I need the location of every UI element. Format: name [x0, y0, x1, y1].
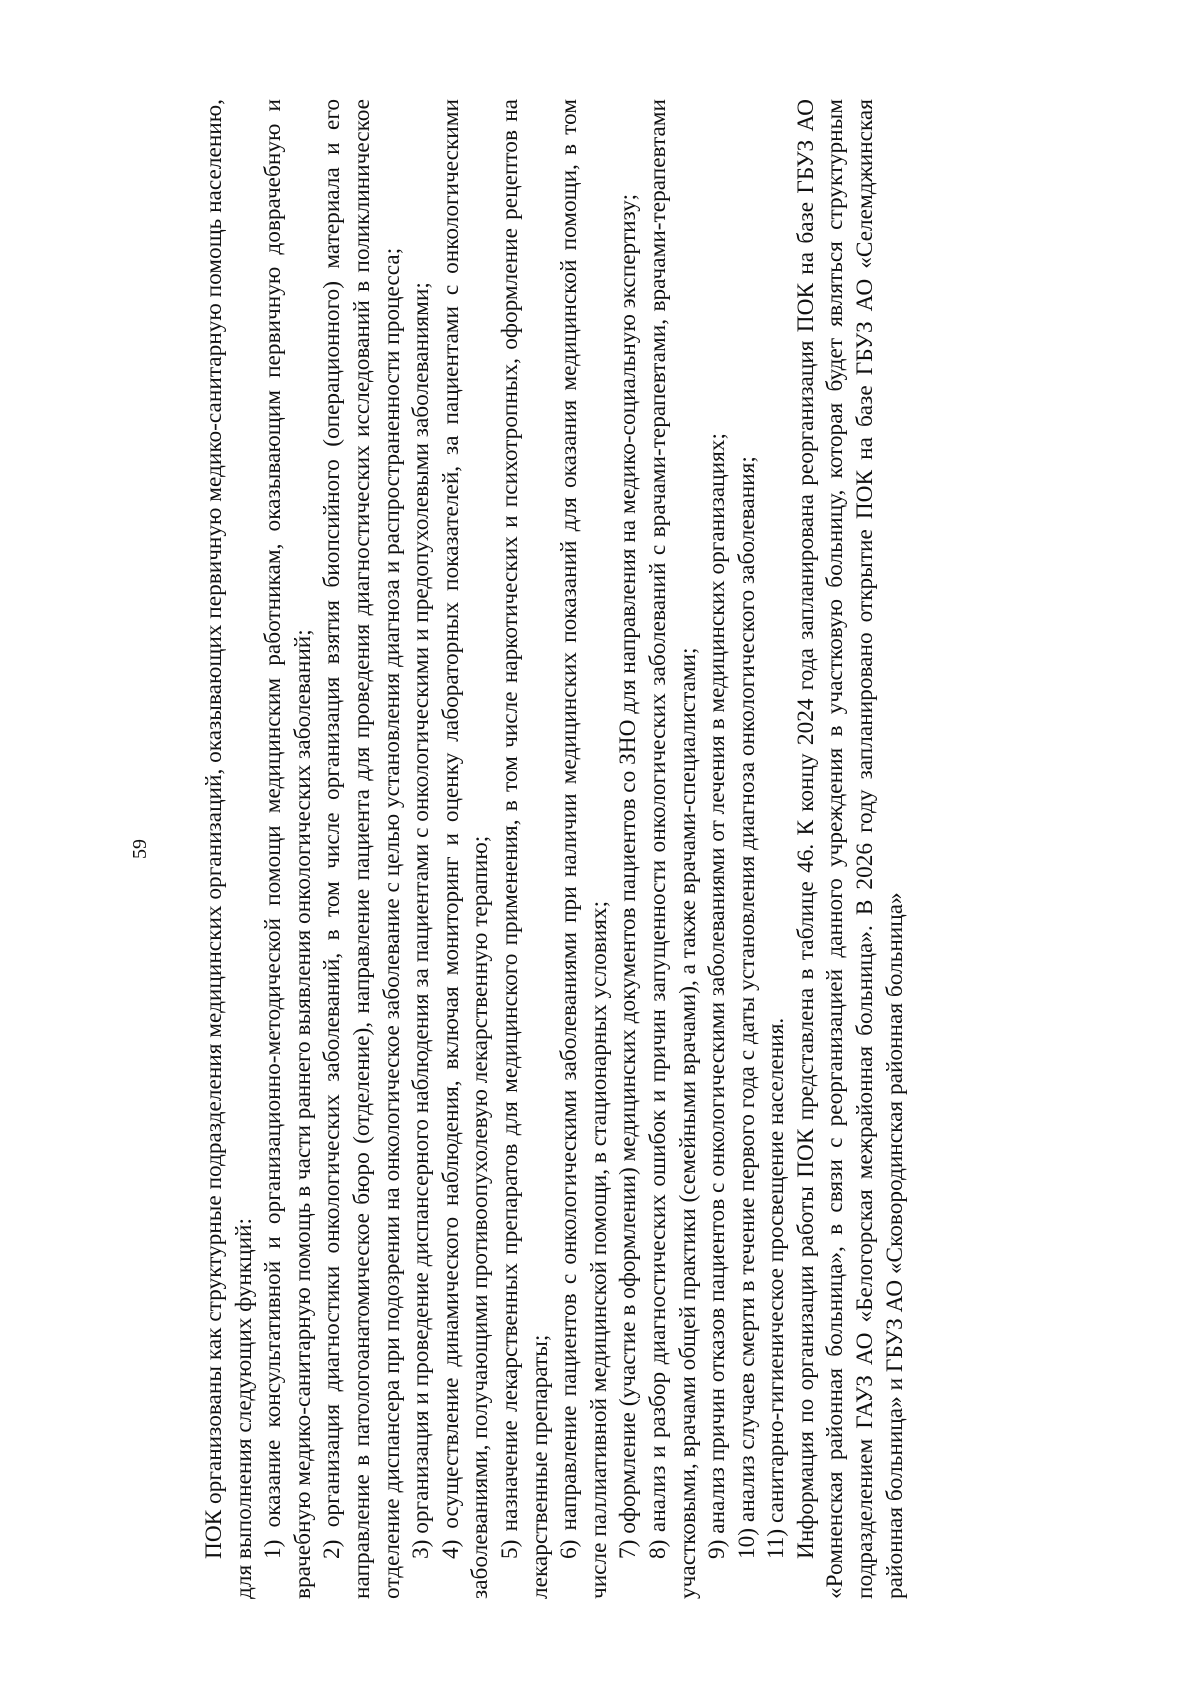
rotated-content [129, 99, 1000, 1599]
list-item-3: 3) организация и проведение диспансерного наблюдения за пациентами с онкологическими и предопухолевыми заболеваниями; [408, 282, 435, 1559]
list-item-7: 7) оформление (участие в оформлении) медицинских документов пациентов со ЗНО для направления на медико-социальную экспертизу; [615, 193, 642, 1559]
paragraph-intro: ПОК организованы как структурные подразделения медицинских организаций, оказывающих первичную медико-санитарную помощь населению, для выполнения следующих функций: [201, 99, 257, 1599]
list-item-10: 10) анализ случаев смерти в течение первого года с даты установления диагноза онкологического заболевания; [733, 456, 760, 1559]
list-item-4: 4) осуществление динамического наблюдения, включая мониторинг и оценку лабораторных показателей, за пациентами с онкологическими заболеваниями, получающими противоопухолевую лекарственную терапию; [437, 99, 494, 1599]
list-item-5: 5) назначение лекарственных препаратов для медицинского применения, в том числе наркотических и психотропных, оформление рецептов на лекарственные препараты; [496, 99, 553, 1599]
list-item-9: 9) анализ причин отказов пациентов с онкологическими заболеваниями от лечения в медицинских организациях; [704, 433, 731, 1559]
list-item-11: 11) санитарно-гигиеническое просвещение населения. [763, 1017, 790, 1559]
page-number: 59 [129, 839, 151, 859]
list-item-2: 2) организация диагностики онкологических заболеваний, в том числе организация взятия биопсийного (операционного) материала и его направление в патологоанатомическое бюро (отделение), направление пациента для проведения диагностических исследований в поликлиническое отделение диспансера при подозрении на онкологическое заболевание с целью установления диагноза и распространенности процесса; [319, 99, 405, 1599]
list-item-6: 6) направление пациентов с онкологическими заболеваниями при наличии медицинских показаний для оказания медицинской помощи, в том числе паллиативной медицинской помощи, в стационарных условиях; [556, 99, 612, 1599]
list-item-8: 8) анализ и разбор диагностических ошибок и причин запущенности онкологических заболеваний с врачами-терапевтами, врачами-терапевтами участковыми, врачами общей практики (семейными врачами), а также врачами-специалистами; [644, 99, 701, 1599]
text-body [200, 99, 910, 1599]
list-item-1: 1) оказание консультативной и организационно-методической помощи медицинским работникам, оказывающим первичную доврачебную и врачебную медико-санитарную помощь в части раннего выявления онкологических заболеваний; [260, 99, 316, 1599]
paragraph-info: Информация по организации работы ПОК представлена в таблице 46. К концу 2024 года запланирована реорганизация ПОК на базе ГБУЗ АО «Ромненская районная больница», в связи с реорганизацией данного учреждения в участковую больницу, которая будет являться структурным подразделением ГАУЗ АО «Белогорская межрайонная больница». В 2026 году запланировано открытие ПОК на базе ГБУЗ АО «Селемджинская районная больница» и ГБУЗ АО «Сковородинская районная больница» [792, 99, 908, 1599]
